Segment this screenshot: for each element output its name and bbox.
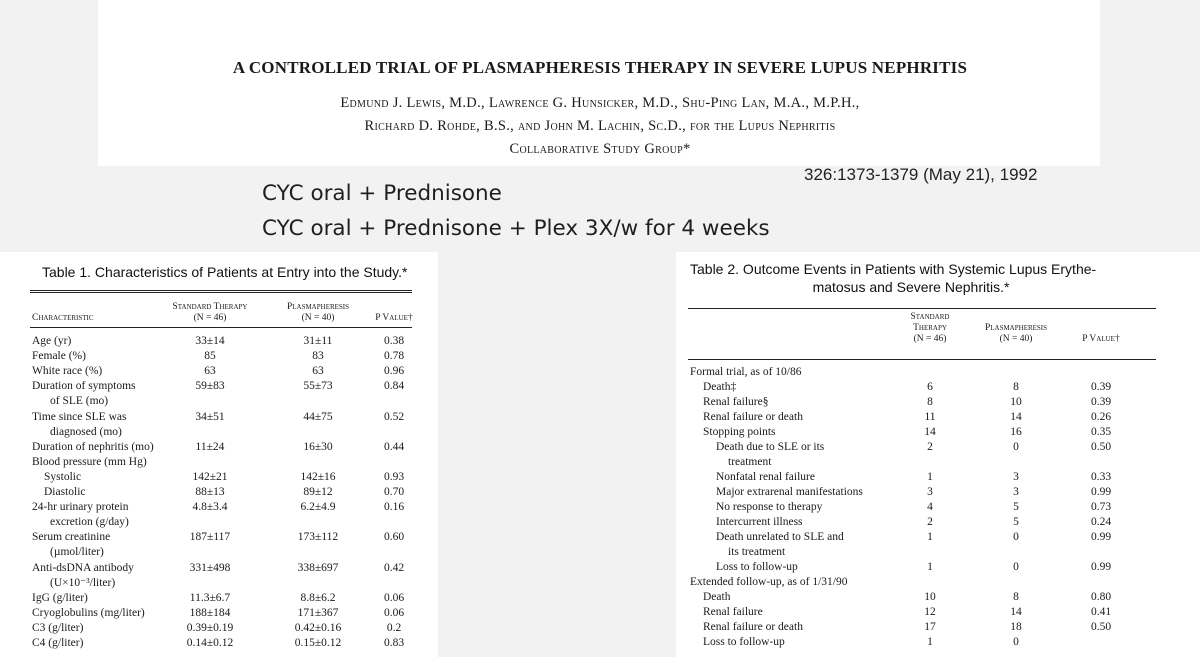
table-1-header-rule bbox=[30, 327, 412, 328]
author-line-2: Richard D. Rohde, B.S., and John M. Lachin, Sc.D., for the Lupus Nephritis bbox=[364, 118, 836, 134]
treatment-arm-2: CYC oral + Prednisone + Plex 3X/w for 4 weeks bbox=[262, 216, 770, 241]
treatment-arm-1: CYC oral + Prednisone bbox=[262, 181, 502, 206]
table-1-row-label: 24-hr urinary protein bbox=[32, 501, 129, 514]
table-2-cell-standard: 17 bbox=[924, 621, 936, 633]
table-2-cell-plasma: 14 bbox=[1010, 606, 1022, 618]
table-1-cell-pvalue: 0.93 bbox=[383, 470, 405, 483]
table-2-cell-plasma: 0 bbox=[1013, 531, 1019, 543]
table-2-cell-pvalue: 0.50 bbox=[1090, 441, 1112, 453]
table-1-row-label: Female (%) bbox=[32, 350, 86, 363]
table-1-cell-plasma: 89±12 bbox=[303, 486, 333, 498]
table-2-row-label: Stopping points bbox=[703, 426, 776, 438]
table-2-cell-plasma: 0 bbox=[1013, 636, 1019, 648]
table-2-cell-standard: 12 bbox=[924, 606, 936, 618]
table-1-cell-pvalue: 0.70 bbox=[383, 486, 405, 498]
table-1-row-label: Duration of symptoms bbox=[32, 380, 136, 393]
table-2-cell-plasma: 3 bbox=[1013, 486, 1019, 498]
table-2-header-plasma: Plasmapheresis (N = 40) bbox=[984, 323, 1048, 344]
paper-title: A CONTROLLED TRIAL OF PLASMAPHERESIS THERAPY IN SEVERE LUPUS NEPHRITIS bbox=[232, 58, 968, 77]
table-2-cell-plasma: 16 bbox=[1010, 426, 1022, 438]
table-2-header-pvalue: P Value† bbox=[1082, 334, 1120, 344]
table-1-row-label: Blood pressure (mm Hg) bbox=[32, 455, 147, 468]
table-1-cell-standard: 0.14±0.12 bbox=[186, 637, 234, 649]
table-1-cell-plasma: 142±16 bbox=[300, 470, 336, 483]
table-1-row-label: IgG (g/liter) bbox=[32, 591, 88, 604]
table-2-cell-pvalue: 0.99 bbox=[1090, 531, 1112, 543]
table-2-row-label: Death bbox=[703, 591, 731, 603]
journal-citation: 326:1373-1379 (May 21), 1992 bbox=[804, 165, 1038, 184]
table-2-row-label: Intercurrent illness bbox=[716, 516, 803, 528]
table-1-row-label: of SLE (mo) bbox=[50, 395, 109, 408]
table-1-cell-pvalue: 0.52 bbox=[383, 410, 405, 423]
table-2-row-label: Major extrarenal manifestations bbox=[716, 486, 863, 498]
table-1-cell-plasma: 44±75 bbox=[303, 410, 333, 423]
table-2-row-label: treatment bbox=[728, 456, 772, 468]
table-1-row-label: Time since SLE was bbox=[32, 410, 127, 423]
table-1-cell-plasma: 171±367 bbox=[297, 606, 339, 619]
table-1-cell-plasma: 83 bbox=[312, 350, 324, 363]
table-2-cell-standard: 14 bbox=[924, 426, 936, 438]
table-2-cell-pvalue: 0.39 bbox=[1090, 381, 1112, 393]
table-2-cell-plasma: 8 bbox=[1013, 381, 1019, 393]
table-1-cell-standard: 11.3±6.7 bbox=[189, 591, 231, 604]
table-1-cell-standard: 11±24 bbox=[195, 440, 225, 453]
table-1-cell-pvalue: 0.2 bbox=[386, 621, 402, 634]
table-2-panel bbox=[676, 252, 1200, 657]
table-1-row-label: Diastolic bbox=[44, 486, 86, 498]
table-2-top-rule bbox=[688, 308, 1156, 309]
table-2-cell-standard: 8 bbox=[927, 396, 933, 408]
table-2-cell-standard: 1 bbox=[927, 471, 933, 483]
table-2-row-label: Extended follow-up, as of 1/31/90 bbox=[690, 576, 848, 588]
table-2-row-label: Formal trial, as of 10/86 bbox=[690, 366, 802, 378]
table-2-cell-plasma: 14 bbox=[1010, 411, 1022, 423]
table-1-cell-standard: 0.39±0.19 bbox=[186, 621, 234, 634]
table-1-cell-pvalue: 0.42 bbox=[383, 561, 405, 574]
table-1-cell-plasma: 31±11 bbox=[303, 335, 333, 347]
table-1-header-standard: Standard Therapy (N = 46) bbox=[172, 302, 248, 323]
table-2-cell-pvalue: 0.50 bbox=[1090, 621, 1112, 633]
table-2-header-standard: Standard Therapy (N = 46) bbox=[910, 312, 950, 344]
table-1-cell-standard: 59±83 bbox=[195, 380, 225, 393]
table-2-cell-pvalue: 0.24 bbox=[1090, 516, 1112, 528]
table-2-cell-standard: 3 bbox=[927, 486, 933, 498]
table-2-cell-pvalue: 0.26 bbox=[1090, 411, 1112, 423]
table-2-cell-pvalue: 0.33 bbox=[1090, 471, 1112, 483]
table-1-cell-plasma: 0.42±0.16 bbox=[294, 621, 342, 634]
table-2-cell-plasma: 5 bbox=[1013, 516, 1019, 528]
table-2-cell-pvalue: 0.99 bbox=[1090, 486, 1112, 498]
table-1-row-label: (U×10⁻³/liter) bbox=[50, 576, 116, 589]
table-1-caption: Table 1. Characteristics of Patients at Entry into the Study.* bbox=[42, 264, 408, 280]
table-2-row-label: Loss to follow-up bbox=[716, 561, 798, 573]
table-1-cell-standard: 4.8±3.4 bbox=[192, 501, 228, 514]
table-2-row-label: Nonfatal renal failure bbox=[716, 471, 815, 483]
table-2-cell-plasma: 8 bbox=[1013, 591, 1019, 603]
table-1-cell-plasma: 173±112 bbox=[297, 531, 339, 544]
table-1-cell-plasma: 8.8±6.2 bbox=[300, 591, 336, 604]
table-2-row-label: Renal failure bbox=[703, 606, 763, 618]
table-2-cell-plasma: 3 bbox=[1013, 471, 1019, 483]
table-2-cell-pvalue: 0.41 bbox=[1090, 606, 1112, 618]
table-1-top-rule bbox=[30, 290, 412, 291]
table-1-cell-pvalue: 0.84 bbox=[383, 380, 405, 393]
table-1-cell-standard: 33±14 bbox=[195, 335, 225, 347]
table-1-top-rule-2 bbox=[30, 292, 412, 293]
table-1-cell-standard: 63 bbox=[204, 365, 216, 378]
table-2-row-label: Death‡ bbox=[703, 381, 737, 393]
table-1-cell-standard: 34±51 bbox=[195, 410, 225, 423]
table-1-cell-plasma: 55±73 bbox=[303, 380, 333, 393]
table-2-cell-plasma: 5 bbox=[1013, 501, 1019, 513]
table-1-row-label: C4 (g/liter) bbox=[32, 637, 84, 649]
table-1-cell-standard: 187±117 bbox=[189, 531, 231, 544]
table-1-cell-plasma: 338±697 bbox=[297, 561, 339, 574]
table-1-cell-pvalue: 0.06 bbox=[383, 591, 405, 604]
table-2-cell-plasma: 18 bbox=[1010, 621, 1022, 633]
table-2-cell-standard: 11 bbox=[924, 411, 936, 423]
table-1-row-label: Anti-dsDNA antibody bbox=[32, 561, 134, 574]
table-1-cell-pvalue: 0.78 bbox=[383, 350, 405, 363]
table-2-row-label: No response to therapy bbox=[716, 501, 823, 513]
table-1-cell-pvalue: 0.44 bbox=[383, 440, 405, 453]
table-1-row-label: Serum creatinine bbox=[32, 531, 111, 544]
table-1-panel bbox=[0, 252, 438, 657]
table-2-cell-pvalue: 0.35 bbox=[1090, 426, 1112, 438]
table-1-cell-standard: 85 bbox=[204, 350, 216, 363]
table-2-cell-plasma: 0 bbox=[1013, 561, 1019, 573]
table-2-cell-pvalue: 0.99 bbox=[1090, 561, 1112, 573]
table-1-cell-pvalue: 0.96 bbox=[383, 365, 405, 378]
table-1-cell-standard: 88±13 bbox=[195, 486, 225, 498]
table-2-cell-standard: 6 bbox=[927, 381, 933, 393]
table-1-row-label: Cryoglobulins (mg/liter) bbox=[32, 606, 145, 619]
table-1-cell-plasma: 63 bbox=[312, 365, 324, 378]
table-1-cell-pvalue: 0.60 bbox=[383, 531, 405, 544]
table-1-row-label: (µmol/liter) bbox=[50, 546, 104, 559]
table-2-cell-pvalue: 0.39 bbox=[1090, 396, 1112, 408]
table-2-cell-standard: 10 bbox=[924, 591, 936, 603]
table-2-cell-standard: 1 bbox=[927, 561, 933, 573]
table-1-cell-pvalue: 0.06 bbox=[383, 606, 405, 619]
table-2-cell-plasma: 0 bbox=[1013, 441, 1019, 453]
table-1-cell-standard: 188±184 bbox=[189, 606, 231, 619]
table-2-row-label: Death due to SLE or its bbox=[716, 441, 825, 453]
table-2-cell-standard: 1 bbox=[927, 636, 933, 648]
table-2-row-label: its treatment bbox=[728, 546, 786, 558]
table-1-row-label: excretion (g/day) bbox=[50, 516, 129, 529]
table-2-row-label: Renal failure or death bbox=[703, 411, 803, 423]
table-2-cell-standard: 2 bbox=[927, 516, 933, 528]
table-2-cell-standard: 1 bbox=[927, 531, 933, 543]
table-2-header-rule bbox=[688, 359, 1156, 360]
table-2-cell-pvalue: 0.73 bbox=[1090, 501, 1112, 513]
table-1-cell-pvalue: 0.83 bbox=[383, 637, 405, 649]
table-1-row-label: Age (yr) bbox=[32, 335, 72, 347]
table-2-row-label: Loss to follow-up bbox=[703, 636, 785, 648]
table-1-header-characteristic: Characteristic bbox=[32, 313, 94, 323]
table-2-cell-plasma: 10 bbox=[1010, 396, 1022, 408]
table-2-cell-standard: 4 bbox=[927, 501, 933, 513]
table-1-row-label: C3 (g/liter) bbox=[32, 621, 84, 634]
table-2-cell-standard: 2 bbox=[927, 441, 933, 453]
table-1-row-label: Duration of nephritis (mo) bbox=[32, 440, 154, 453]
table-1-cell-pvalue: 0.38 bbox=[383, 335, 405, 347]
table-2-row-label: Renal failure§ bbox=[703, 396, 769, 408]
table-1-header-plasma: Plasmapheresis (N = 40) bbox=[286, 302, 350, 323]
table-1-row-label: diagnosed (mo) bbox=[50, 425, 122, 438]
table-1-header-pvalue: P Value† bbox=[375, 313, 413, 323]
table-1-cell-plasma: 16±30 bbox=[303, 440, 333, 453]
table-1-cell-standard: 142±21 bbox=[192, 470, 228, 483]
table-1-cell-plasma: 0.15±0.12 bbox=[294, 637, 342, 649]
table-2-caption-line-2: matosus and Severe Nephritis.* bbox=[812, 279, 1010, 295]
table-2-row-label: Renal failure or death bbox=[703, 621, 803, 633]
table-2-caption-line-1: Table 2. Outcome Events in Patients with Systemic Lupus Erythe- bbox=[690, 261, 1097, 277]
author-line-3: Collaborative Study Group* bbox=[509, 141, 691, 157]
table-1-row-label: White race (%) bbox=[32, 365, 103, 378]
table-2-row-label: Death unrelated to SLE and bbox=[716, 531, 844, 543]
author-line-1: Edmund J. Lewis, M.D., Lawrence G. Hunsicker, M.D., Shu-Ping Lan, M.A., M.P.H., bbox=[340, 95, 860, 111]
table-1-row-label: Systolic bbox=[44, 470, 82, 483]
table-1-cell-pvalue: 0.16 bbox=[383, 501, 405, 514]
table-2-cell-pvalue: 0.80 bbox=[1090, 591, 1112, 603]
table-1-cell-plasma: 6.2±4.9 bbox=[300, 501, 336, 514]
table-1-cell-standard: 331±498 bbox=[189, 561, 231, 574]
